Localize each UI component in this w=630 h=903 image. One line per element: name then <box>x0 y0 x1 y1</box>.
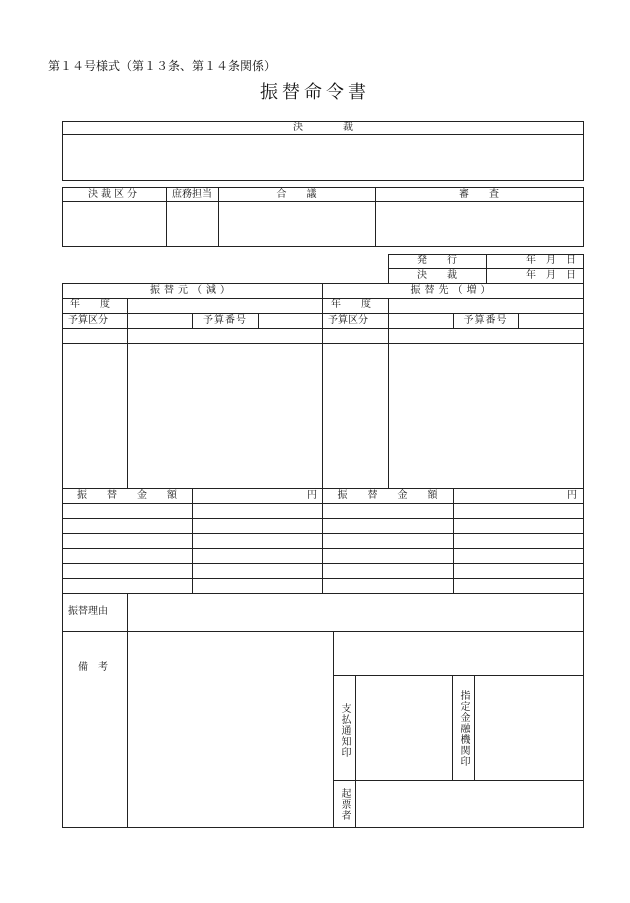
target-amount-label: 振 替 金 額 <box>337 490 438 501</box>
payment-notice-stamp-label: 支払通知印 <box>339 703 350 758</box>
target-budget-class-label: 予算区分 <box>328 315 368 326</box>
review-label: 審 査 <box>459 189 499 200</box>
issued-label: 発 行 <box>417 255 457 266</box>
target-amount-unit: 円 <box>567 490 577 501</box>
target-budget-number-label: 予算番号 <box>463 315 508 326</box>
document-title: 振替命令書 <box>260 82 370 103</box>
remarks-label: 備 考 <box>78 662 108 673</box>
source-amount-label: 振 替 金 額 <box>77 490 177 501</box>
consultation-label: 合 議 <box>276 189 317 200</box>
issued-date: 年 月 日 <box>526 255 576 266</box>
decided-date: 年 月 日 <box>526 270 576 281</box>
decided-label: 決 裁 <box>417 270 457 281</box>
target-heading: 振替先（増） <box>410 285 495 296</box>
target-year-label: 年 度 <box>331 299 371 310</box>
approval-category-label: 決裁区分 <box>88 189 140 200</box>
source-budget-number-label: 予算番号 <box>203 315 247 326</box>
source-amount-unit: 円 <box>307 490 317 501</box>
reason-label: 振替理由 <box>68 606 108 617</box>
source-year-label: 年 度 <box>70 299 110 310</box>
source-heading: 振替元（減） <box>150 285 234 296</box>
approval-label: 決 裁 <box>293 122 353 133</box>
source-budget-class-label: 予算区分 <box>68 315 108 326</box>
drafter-label: 起票者 <box>339 788 350 821</box>
bank-stamp-label: 指定金融機関印 <box>458 690 469 767</box>
general-affairs-label: 庶務担当 <box>172 189 212 200</box>
form-number-label: 第１４号様式（第１３条、第１４条関係） <box>48 59 277 73</box>
